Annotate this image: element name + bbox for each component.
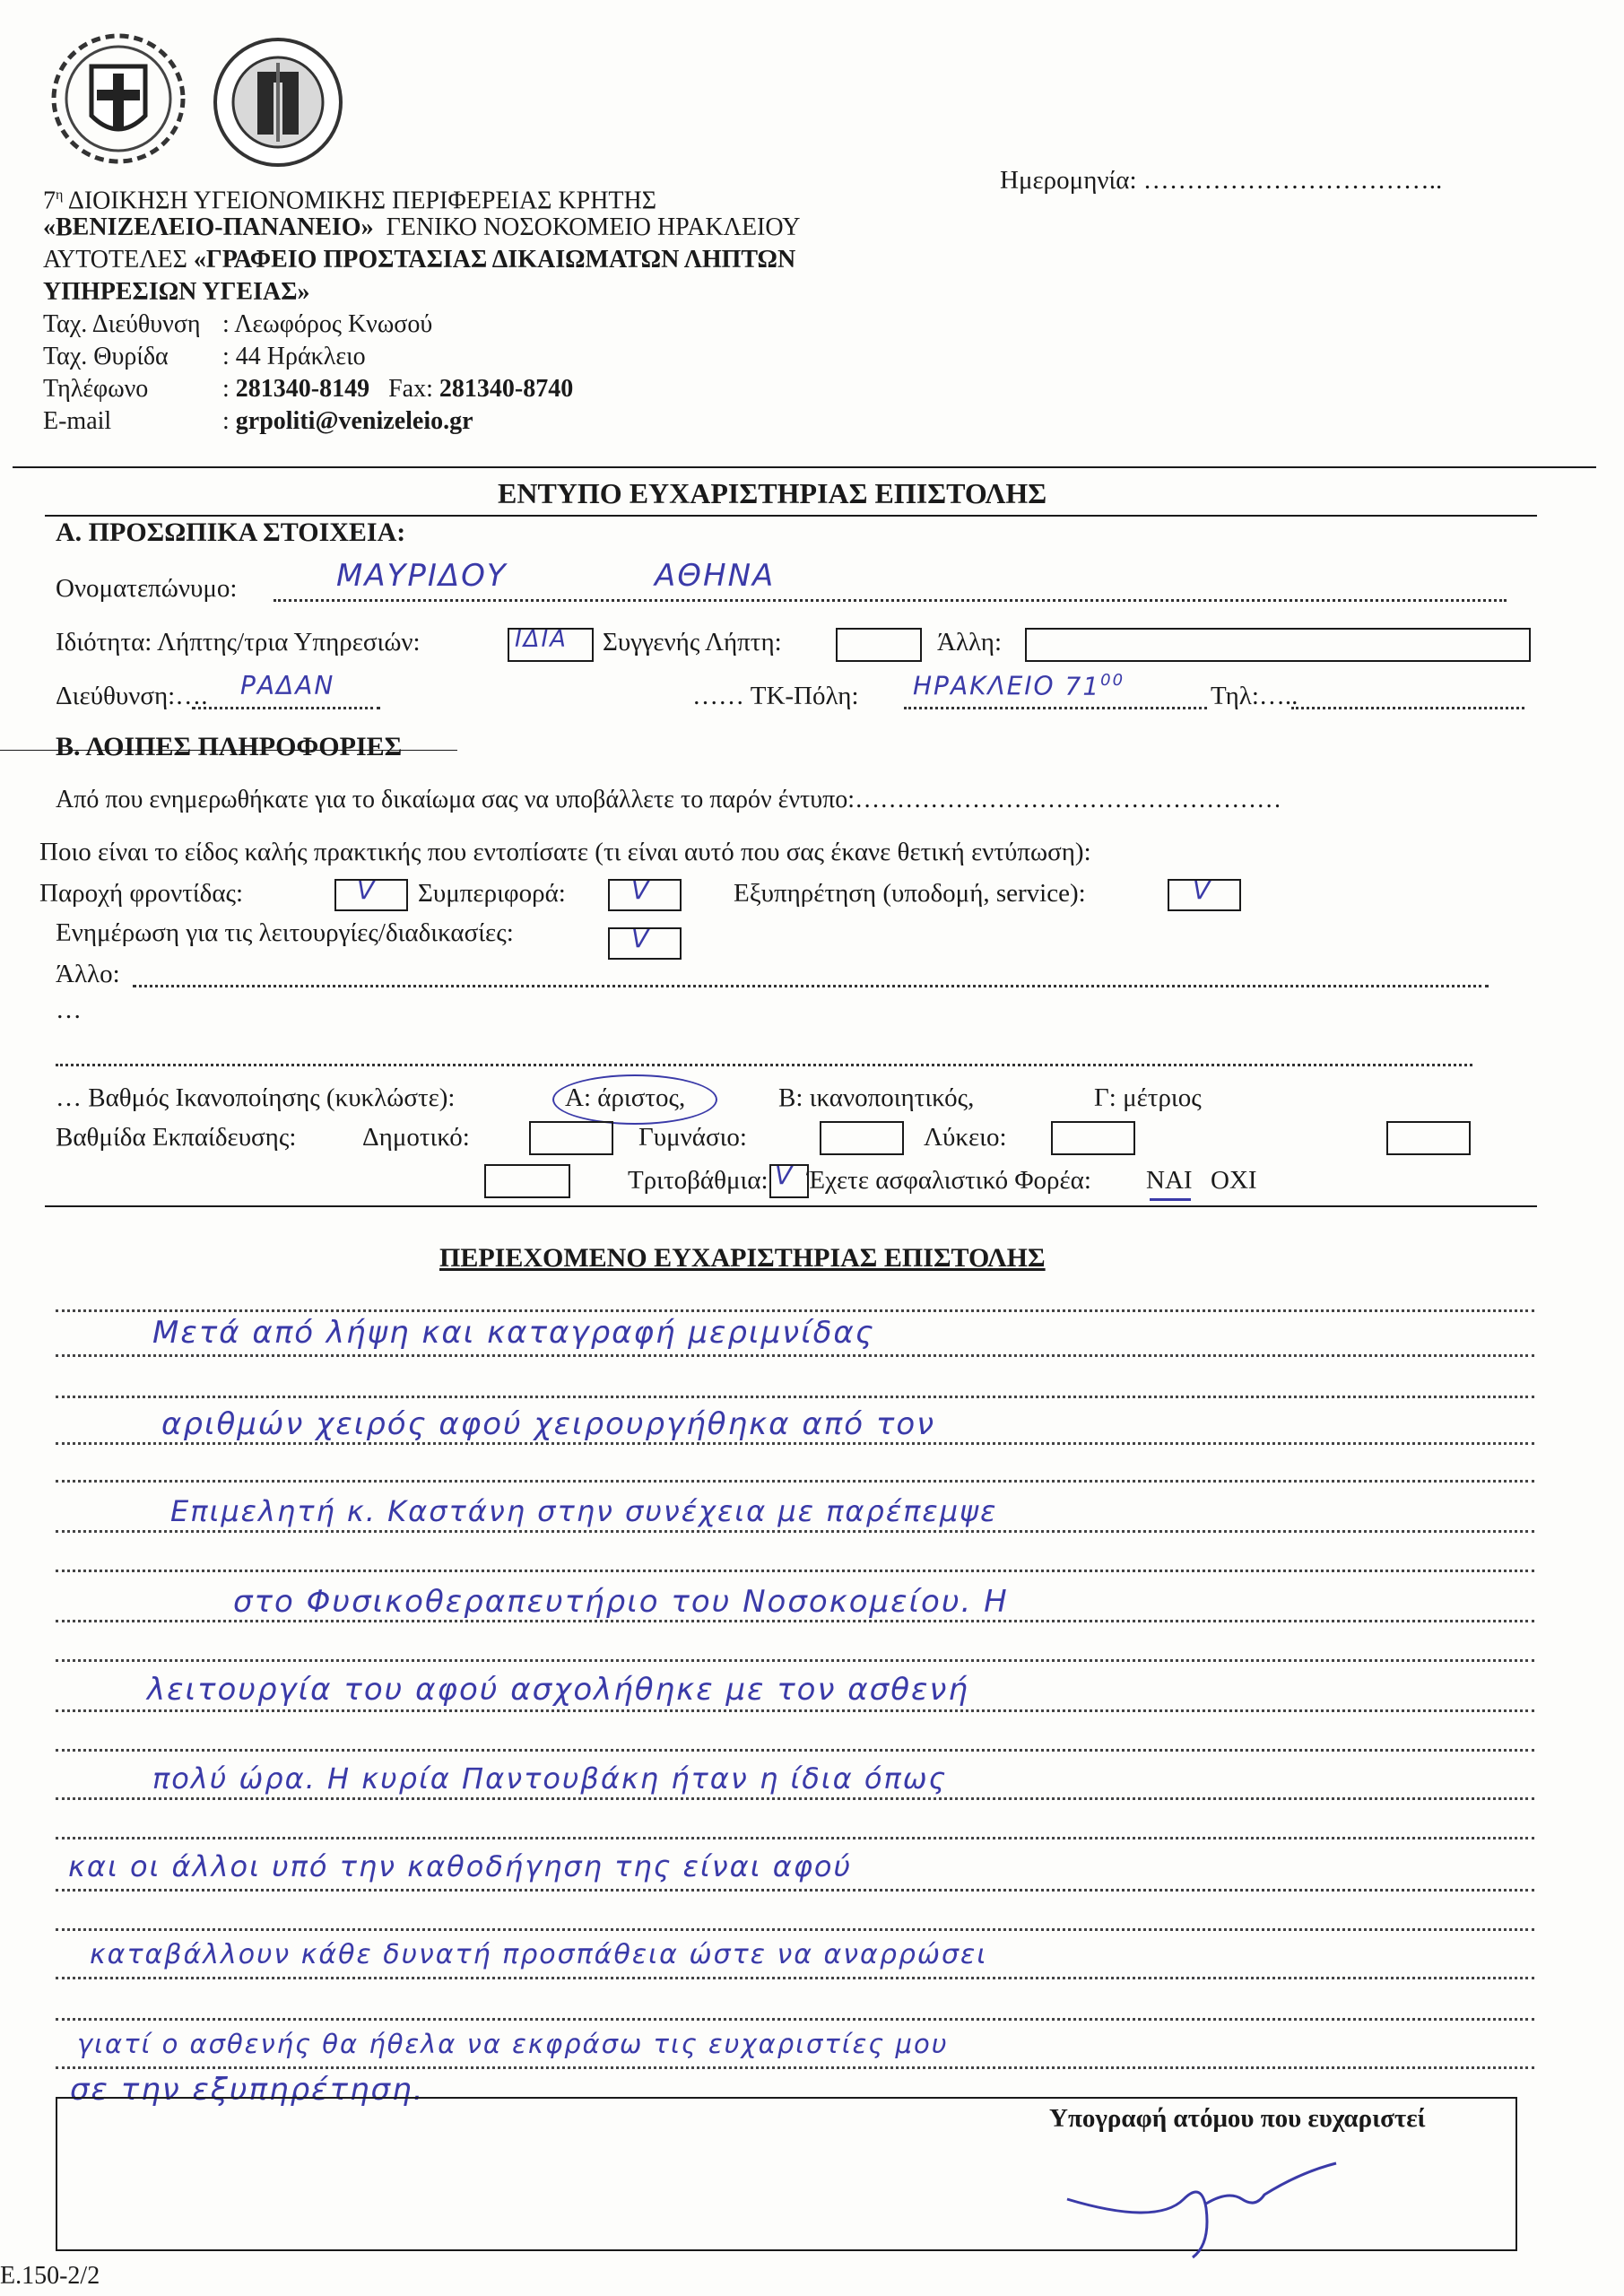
name-value-first[interactable]: ΑΘΗΝΑ (655, 558, 776, 594)
insurance-yes-underline (1150, 1198, 1191, 1201)
satisfaction-option-b[interactable]: Β: ικανοποιητικός, (778, 1083, 975, 1112)
title-underline (45, 515, 1537, 517)
header-line-4: ΥΠΗΡΕΣΙΩΝ ΥΓΕΙΑΣ» (43, 278, 310, 306)
edu-tertiary-check: V (775, 1161, 795, 1190)
signature-label: Υπογραφή ατόμου που ευχαριστεί (1049, 2104, 1426, 2133)
service-check: V (1193, 875, 1212, 905)
satisfaction-option-c[interactable]: Γ: μέτριος (1094, 1083, 1202, 1112)
form-title: ΕΝΤΥΠΟ ΕΥΧΑΡΙΣΤΗΡΙΑΣ ΕΠΙΣΤΟΛΗΣ (498, 477, 1047, 509)
content-divider (45, 1205, 1537, 1207)
content-handwritten-line-5[interactable]: λειτουργία του αφού ασχολήθηκε με τον ασθενή (147, 1672, 969, 1708)
content-dotted-line-2 (56, 1396, 1534, 1400)
capacity-label: Ιδιότητα: Λήπτης/τρια Υπηρεσιών: (56, 628, 421, 657)
capacity-value[interactable]: ΙΔΙΑ (515, 626, 568, 653)
edu-lyceum-checkbox[interactable] (1051, 1121, 1135, 1155)
content-dotted-line-13 (56, 1889, 1534, 1893)
footer-code: Ε.150-2/2 (0, 2262, 100, 2290)
phone-fax-values: : 281340-8149 Fax: 281340-8740 (222, 375, 574, 403)
address-label: Ταχ. Διεύθυνση (43, 310, 201, 338)
phone-field-label: Τηλ:….. (1211, 682, 1298, 710)
content-handwritten-line-8[interactable]: καταβάλλουν κάθε δυνατή προσπάθεια ώστε να αναρρώσει (90, 1939, 988, 1970)
name-dotted-line (274, 599, 1507, 602)
header-line-3: ΑΥΤΟΤΕΛΕΣ «ΓΡΑΦΕΙΟ ΠΡΟΣΤΑΣΙΑΣ ΔΙΚΑΙΩΜΑΤΩΝ ΛΗΠΤΩΝ (43, 246, 796, 274)
content-handwritten-line-3[interactable]: Επιμελητή κ. Καστάνη στην συνέχεια με παρέπεμψε (170, 1494, 998, 1528)
edu-lyceum-label: Λύκειο: (924, 1123, 1007, 1152)
content-dotted-line-0 (56, 1309, 1534, 1314)
hospital-logo (211, 36, 345, 169)
content-handwritten-line-4[interactable]: στο Φυσικοθεραπευτήριο του Νοσοκομείου. Η (233, 1584, 1009, 1620)
pobox-value: : 44 Ηράκλειο (222, 343, 366, 370)
phone-dotted-line (1291, 707, 1524, 709)
question-informed: Από που ενημερωθήκατε για το δικαίωμα σας να υποβάλλετε το παρόν έντυπο:…………………………………………… (56, 786, 1282, 813)
content-dotted-line-12 (56, 1837, 1534, 1841)
edu-gymnasium-checkbox[interactable] (820, 1121, 904, 1155)
address-value: : Λεωφόρος Κνωσού (222, 310, 433, 338)
other-practice-ellipsis: … (56, 996, 82, 1024)
city-label: …… ΤΚ-Πόλη: (692, 682, 859, 710)
other-capacity-label: Άλλη: (937, 628, 1003, 657)
care-label: Παροχή φροντίδας: (39, 879, 244, 908)
content-dotted-line-11 (56, 1797, 1534, 1802)
education-label: Βαθμίδα Εκπαίδευσης: (56, 1123, 297, 1152)
header-line-1: $7^\eta$ ΔΙΟΙΚΗΣΗ ΥΓΕΙΟΝΟΜΙΚΗΣ ΠΕΡΙΦΕΡΕΙΑΣ ΚΡΗΤΗΣ (43, 187, 657, 215)
content-handwritten-line-2[interactable]: αριθμών χειρός αφού χειρουργήθηκα από τον (161, 1406, 936, 1442)
city-value[interactable]: ΗΡΑΚΛΕΙΟ $71^{00}$ (913, 671, 1125, 701)
content-handwritten-line-9[interactable]: γιατί ο ασθενής θα ήθελα να εκφράσω τις ευχαριστίες μου (77, 2029, 949, 2059)
satisfaction-label: … Βαθμός Ικανοποίησης (κυκλώστε): (56, 1083, 456, 1112)
greek-state-emblem-logo (47, 30, 190, 165)
section-b-title: Β. ΛΟΙΠΕΣ ΠΛΗΡΟΦΟΡΙΕΣ (56, 732, 403, 761)
pobox-label: Ταχ. Θυρίδα (43, 343, 169, 370)
relative-checkbox[interactable] (836, 628, 922, 662)
content-dotted-line-9 (56, 1709, 1534, 1714)
name-label: Ονοματεπώνυμο: (56, 574, 238, 603)
edu-left-checkbox[interactable] (484, 1164, 570, 1198)
content-handwritten-line-1[interactable]: Μετά από λήψη και καταγραφή μεριμνίδας (152, 1315, 875, 1351)
satisfaction-option-a[interactable]: Α: άριστος, (565, 1083, 686, 1112)
insurance-yes[interactable]: ΝΑΙ (1146, 1166, 1193, 1195)
info-label: Ενημέρωση για τις λειτουργίες/διαδικασίες: (56, 918, 514, 947)
phone-label: Τηλέφωνο (43, 375, 149, 403)
signature-image (1049, 2145, 1354, 2262)
edu-primary-label: Δημοτικό: (362, 1123, 470, 1152)
content-dotted-line-3 (56, 1442, 1534, 1447)
email-label: E-mail (43, 407, 112, 435)
edu-gymnasium-label: Γυμνάσιο: (638, 1123, 747, 1152)
content-dotted-line-1 (56, 1354, 1534, 1359)
content-dotted-line-14 (56, 1928, 1534, 1933)
content-dotted-line-4 (56, 1480, 1534, 1484)
address-value[interactable]: ΡΑΔΑΝ (240, 671, 335, 700)
behavior-label: Συμπεριφορά: (418, 879, 566, 908)
content-handwritten-line-7[interactable]: και οι άλλοι υπό την καθοδήγηση της είναι αφού (68, 1849, 853, 1883)
name-value-surname[interactable]: ΜΑΥΡΙΔΟΥ (336, 558, 508, 594)
content-dotted-line-6 (56, 1570, 1534, 1574)
email-value: : grpoliti@venizeleio.gr (222, 407, 473, 435)
content-dotted-line-10 (56, 1749, 1534, 1753)
address-field-label: Διεύθυνση:…. (56, 682, 208, 710)
header-divider (13, 466, 1596, 468)
date-field[interactable]: Ημερομηνία: …………………………….. (1000, 166, 1443, 195)
other-capacity-field[interactable] (1025, 628, 1531, 662)
content-dotted-line-16 (56, 2018, 1534, 2022)
care-check: V (357, 875, 377, 905)
section-a-title: Α. ΠΡΟΣΩΠΙΚΑ ΣΤΟΙΧΕΙΑ: (56, 517, 406, 547)
insurance-no[interactable]: ΟΧΙ (1211, 1166, 1257, 1195)
city-dotted-line (904, 707, 1207, 709)
behavior-check: V (631, 875, 651, 905)
other-practice-label: Άλλο: (56, 960, 120, 988)
edu-extra-checkbox[interactable] (1386, 1121, 1471, 1155)
content-handwritten-line-6[interactable]: πολύ ώρα. Η κυρία Παντουβάκη ήταν η ίδια όπως (152, 1761, 948, 1796)
content-handwritten-line-10[interactable]: σε την εξυπηρέτηση. (70, 2072, 425, 2108)
question-practice: Ποιο είναι το είδος καλής πρακτικής που εντοπίσατε (τι είναι αυτό που σας έκανε θετική εντύπωση): (39, 838, 1091, 866)
content-dotted-line-15 (56, 1977, 1534, 1981)
edu-tertiary-label: Τριτοβάθμια: (628, 1166, 769, 1195)
insurance-label: Έχετε ασφαλιστικό Φορέα: (807, 1166, 1091, 1195)
other-practice-line-1 (133, 985, 1489, 987)
content-dotted-line-8 (56, 1659, 1534, 1664)
address-dotted-line (192, 707, 380, 709)
content-dotted-line-5 (56, 1530, 1534, 1535)
other-practice-line-2 (56, 1064, 1472, 1066)
info-check: V (631, 924, 651, 953)
relative-label: Συγγενής Λήπτη: (603, 628, 782, 657)
content-title: ΠΕΡΙΕΧΟΜΕΝΟ ΕΥΧΑΡΙΣΤΗΡΙΑΣ ΕΠΙΣΤΟΛΗΣ (439, 1243, 1046, 1273)
edu-primary-checkbox[interactable] (529, 1121, 613, 1155)
header-line-2: «ΒΕΝΙΖΕΛΕΙΟ-ΠΑΝΑΝΕΙΟ» ΓΕΝΙΚΟ ΝΟΣΟΚΟΜΕΙΟ ΗΡΑΚΛΕΙΟΥ (43, 213, 801, 241)
content-dotted-line-17 (56, 2066, 1534, 2071)
content-dotted-line-7 (56, 1620, 1534, 1624)
service-label: Εξυπηρέτηση (υποδομή, service): (734, 879, 1086, 908)
